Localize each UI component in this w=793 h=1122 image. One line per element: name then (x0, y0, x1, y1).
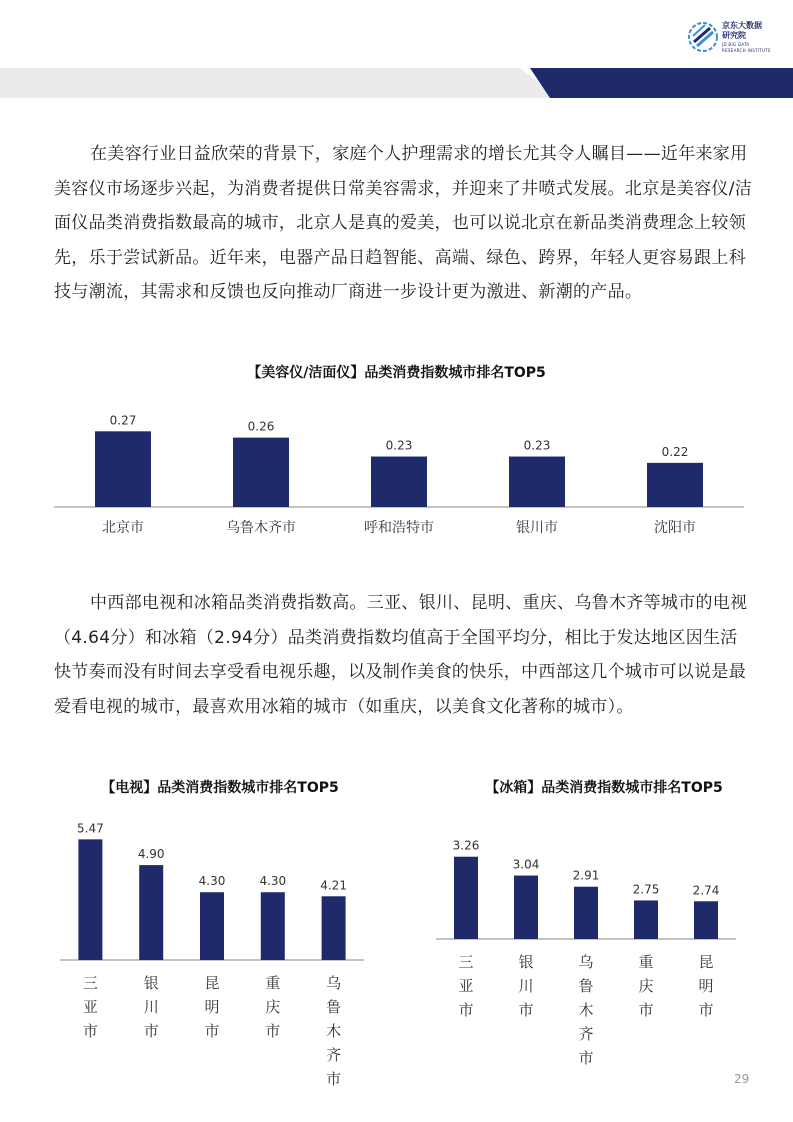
bar (634, 900, 658, 939)
bar (261, 892, 285, 960)
category-label: 昆明市 (204, 974, 220, 1040)
logo-cn-line2: 研究院 (722, 31, 746, 40)
bar (200, 892, 224, 960)
category-label: 三亚市 (458, 953, 474, 1019)
bar (233, 438, 289, 507)
bar (139, 865, 163, 960)
data-label: 5.47 (77, 821, 104, 836)
chart-fridge (434, 826, 774, 1076)
category-label: 银川市 (143, 974, 159, 1040)
data-label: 2.75 (632, 882, 660, 897)
category-label: 昆明市 (698, 953, 714, 1019)
bar (694, 901, 718, 939)
data-label: 4.21 (320, 878, 347, 893)
category-label: 乌鲁木齐市 (226, 520, 296, 536)
bar (454, 857, 478, 939)
jd-big-data-logo (688, 18, 778, 62)
category-label: 北京市 (102, 520, 144, 536)
category-label: 银川市 (518, 953, 534, 1019)
bar (78, 839, 102, 960)
bar (371, 457, 427, 507)
bar (322, 896, 346, 960)
data-label: 3.04 (512, 857, 540, 872)
header-band-navy (530, 68, 793, 98)
category-label: 乌鲁木齐市 (578, 953, 594, 1067)
data-label: 0.22 (661, 444, 689, 459)
category-label: 呼和浩特市 (364, 520, 434, 536)
chart-title-fridge: 【冰箱】品类消费指数城市排名TOP5 (485, 780, 723, 796)
page-number: 29 (734, 1072, 750, 1086)
logo-text-en (722, 42, 778, 54)
chart-tv (60, 806, 380, 1096)
chart-title-tv: 【电视】品类消费指数城市排名TOP5 (101, 780, 339, 796)
bar (514, 876, 538, 939)
data-label: 4.90 (137, 847, 165, 862)
category-label: 乌鲁木齐市 (326, 974, 342, 1088)
data-label: 4.30 (198, 874, 226, 889)
category-label: 沈阳市 (654, 520, 696, 536)
data-label: 0.23 (385, 438, 413, 453)
logo-en-line2: RESEARCH INSTITUTE (722, 48, 771, 53)
data-label: 4.30 (259, 874, 287, 889)
logo-text-cn (722, 21, 766, 41)
category-label: 三亚市 (82, 974, 98, 1040)
paragraph-beauty-devices: 在美容行业日益欣荣的背景下，家庭个人护理需求的增长尤其令人瞩目——近年来家用美容仪市场逐步兴起，为消费者提供日常美容需求，并迎来了井喷式发展。北京是美容仪/洁面仪品类消费指数最高的城市，北京人是真的爱美，也可以说北京在新品类消费理念上较领先，乐于尝试新品。近年来，电器产品日趋智能、高端、绿色、跨界，年轻人更容易跟上科技与潮流，其需求和反馈也反向推动厂商进一步设计更为激进、新潮的产品。 (54, 144, 753, 302)
logo-cn-line1: 京东大数据 (722, 21, 762, 30)
data-label: 0.26 (247, 419, 275, 434)
data-label: 0.23 (523, 438, 551, 453)
category-label: 重庆市 (265, 974, 281, 1040)
category-label: 银川市 (516, 520, 558, 536)
category-label: 重庆市 (638, 953, 654, 1019)
logo-en-line1: JD BIG DATA (722, 42, 750, 47)
jd-big-data-logo-icon (688, 20, 718, 54)
header-band-gray (0, 68, 560, 98)
data-label: 0.27 (109, 413, 137, 428)
paragraph-tv-fridge: 中西部电视和冰箱品类消费指数高。三亚、银川、昆明、重庆、乌鲁木齐等城市的电视（4.64分）和冰箱（2.94分）品类消费指数均值高于全国平均分，相比于发达地区因生活快节奏而没有时间去享受看电视乐趣，以及制作美食的快乐，中西部这几个城市可以说是最爱看电视的城市，最喜欢用冰箱的城市（如重庆，以美食文化著称的城市）。 (54, 593, 748, 717)
data-label: 2.74 (692, 883, 720, 898)
data-label: 3.26 (452, 838, 480, 853)
bar (509, 457, 565, 507)
bar (95, 431, 151, 507)
bar (647, 463, 703, 507)
chart-title-beauty: 【美容仪/洁面仪】品类消费指数城市排名TOP5 (247, 365, 546, 381)
data-label: 2.91 (572, 868, 600, 883)
chart-beauty-devices (54, 395, 754, 555)
bar (574, 887, 598, 939)
